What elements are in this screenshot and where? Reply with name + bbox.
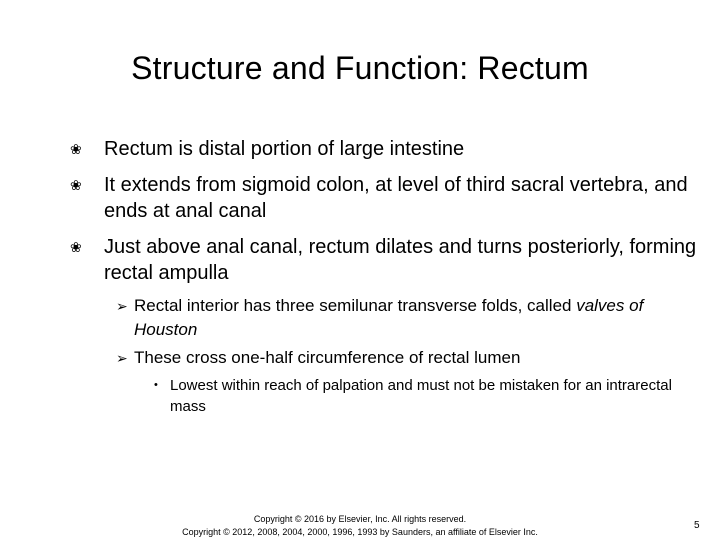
sub-bullet-item [116,346,674,370]
arrow-bullet-icon: ➢ [116,350,128,366]
sub-bullet-item [116,294,674,342]
page-number: 5 [694,520,700,531]
flower-bullet-icon: ❀ [70,141,82,157]
bullet-text: Rectum is distal portion of large intestine [104,138,465,160]
copyright-line: Copyright © 2012, 2008, 2004, 2000, 1996, 1993 by Saunders, an affiliate of Elsevier Inc. [182,527,538,537]
sub-bullet-text: Rectal interior has three semilunar transverse folds, called [134,296,577,315]
flower-bullet-icon: ❀ [70,239,82,255]
dot-bullet-icon: • [154,379,158,391]
arrow-bullet-icon: ➢ [116,298,128,314]
sub-sub-bullet-item [154,375,680,417]
copyright-line: Copyright © 2016 by Elsevier, Inc. All rights reserved. [253,514,467,524]
bullet-text: Just above anal canal, rectum dilates and turns posteriorly, forming rectal ampulla [104,236,697,284]
bullet-item [70,172,704,224]
copyright-notice [150,513,570,539]
sub-sub-bullet-text: Lowest within reach of palpation and must not be mistaken for an intrarectal mass [170,377,672,415]
slide-title: Structure and Function: Rectum [131,50,589,86]
bullet-text: It extends from sigmoid colon, at level of third sacral vertebra, and ends at anal canal [104,174,688,222]
bullet-item [70,136,704,162]
flower-bullet-icon: ❀ [70,177,82,193]
sub-bullet-text: These cross one-half circumference of rectal lumen [134,348,521,367]
bullet-item [70,234,704,286]
sub-bullet-italic-text: valves of Houston [134,296,644,339]
